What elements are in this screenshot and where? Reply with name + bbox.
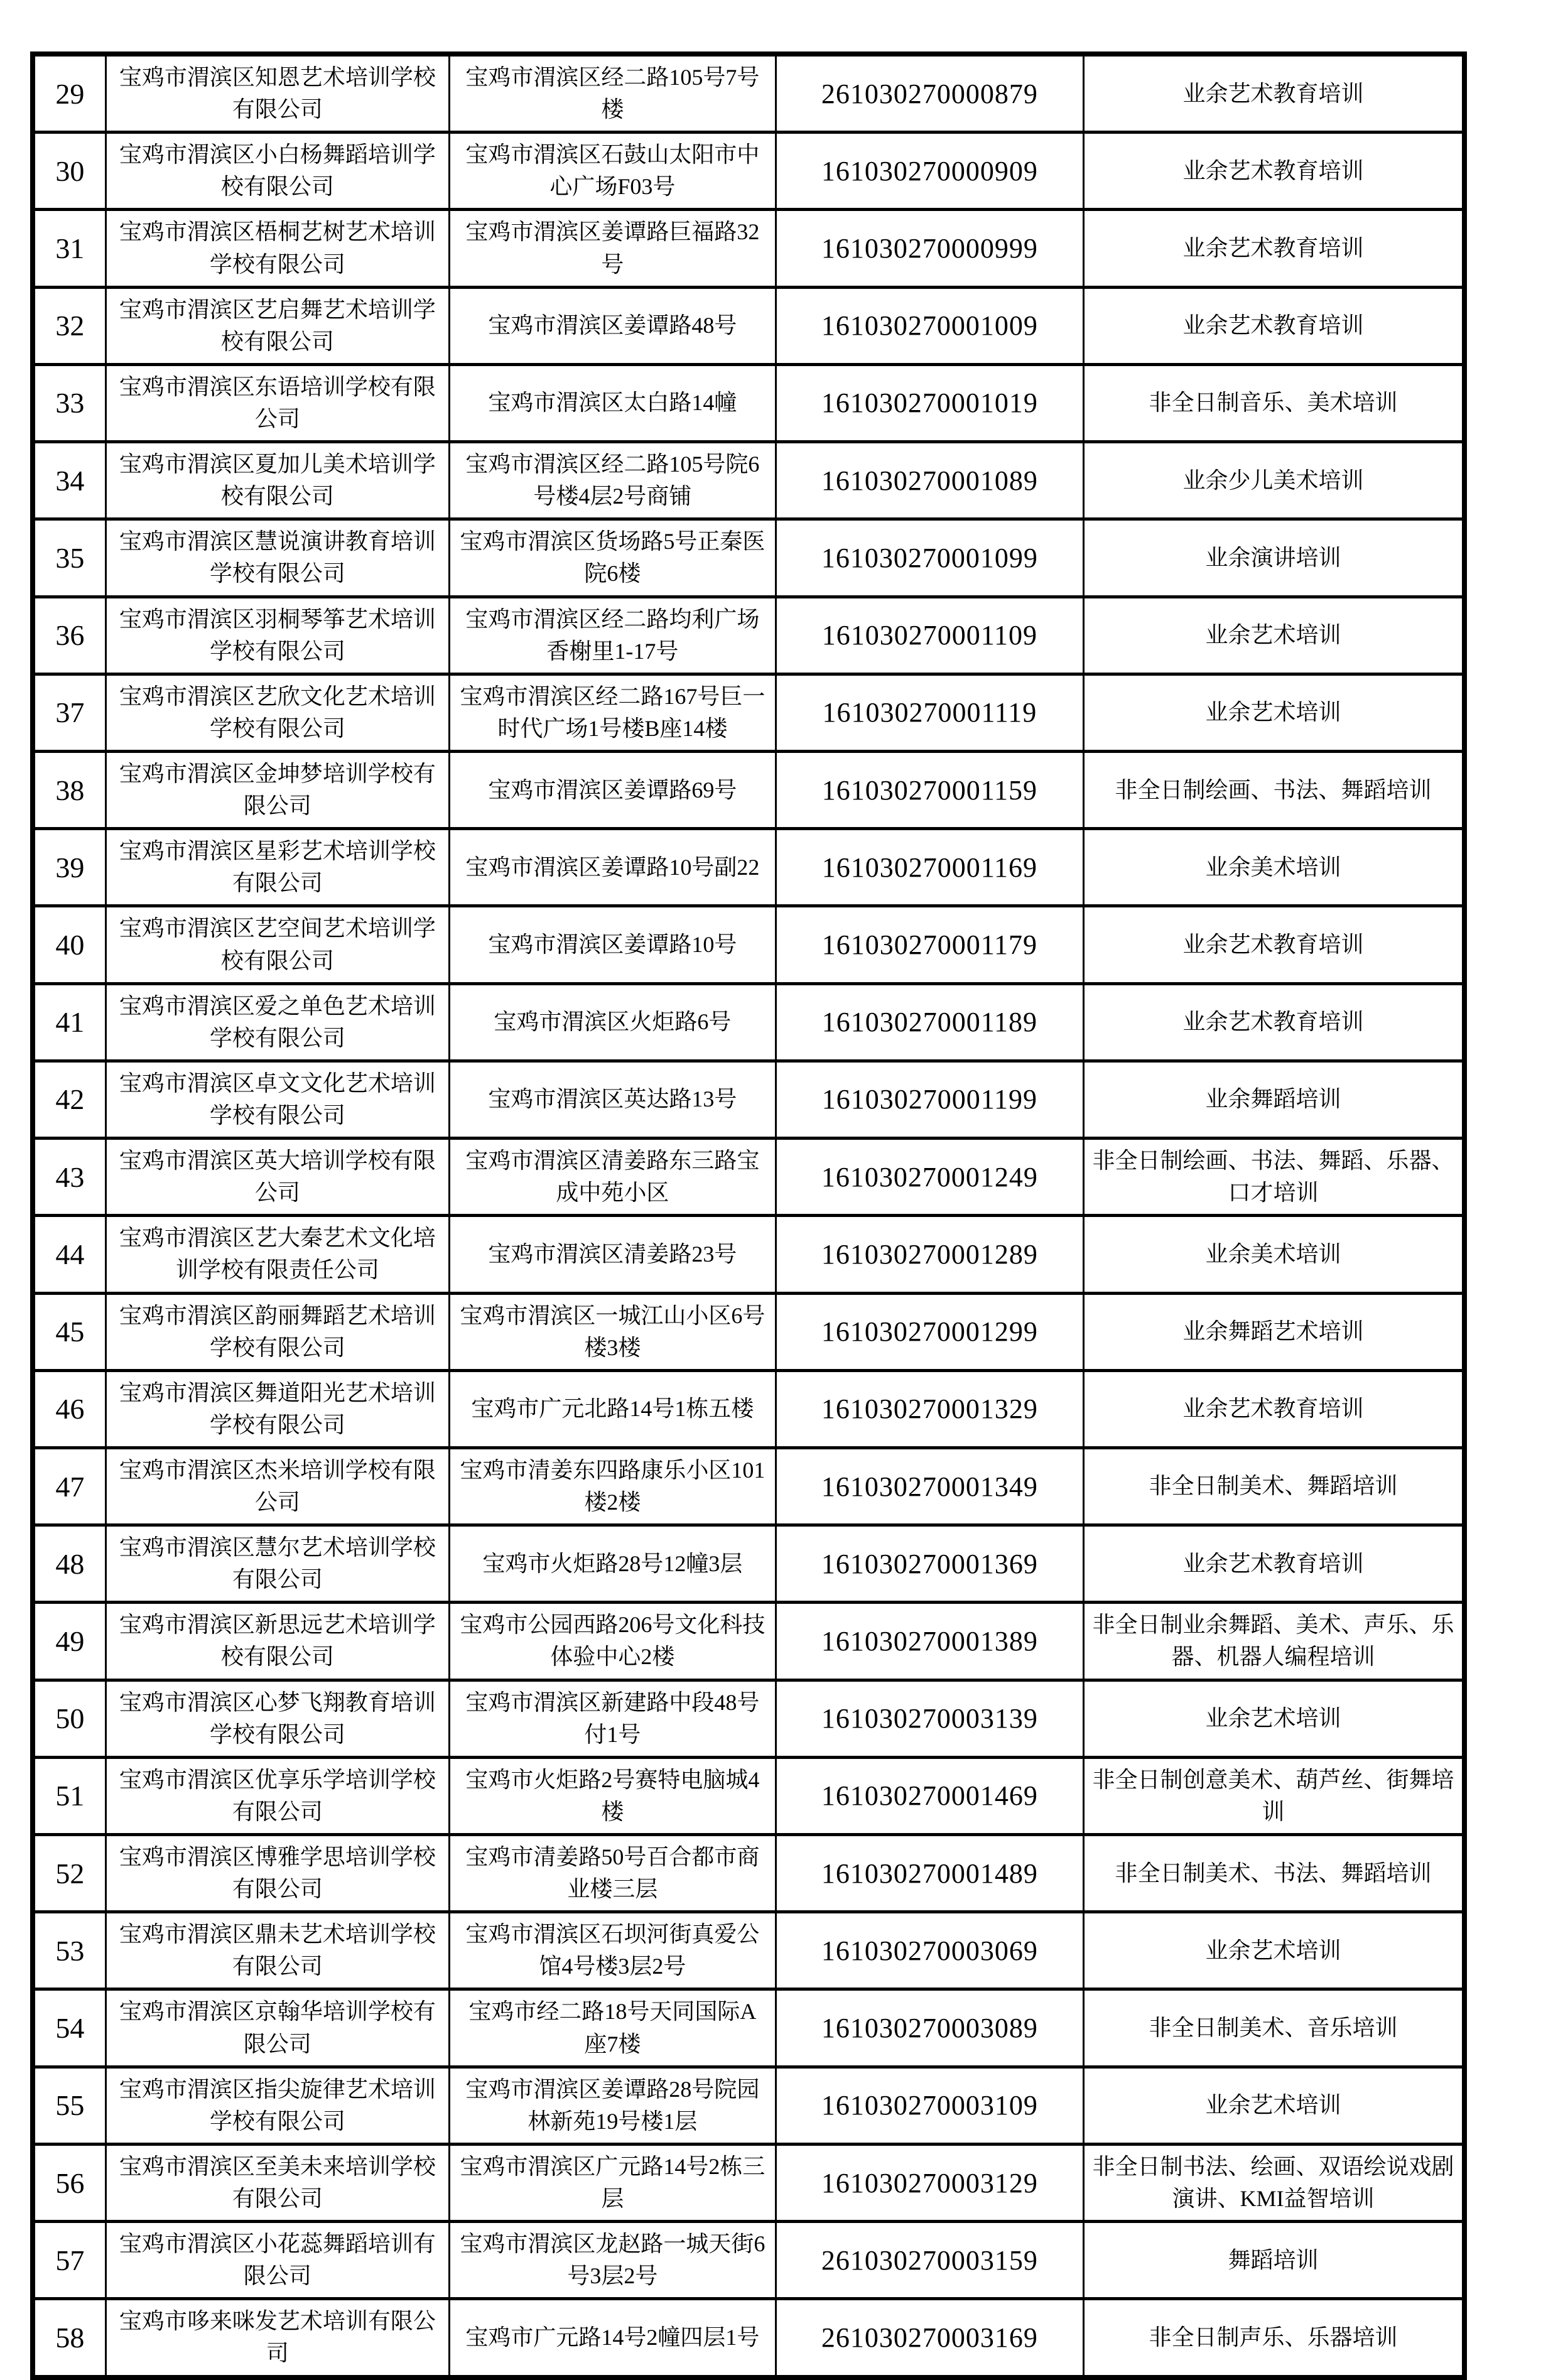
row-number-cell: 51 [33,1757,105,1834]
category-cell: 非全日制美术、书法、舞蹈培训 [1083,1835,1464,1912]
category-cell: 业余演讲培训 [1083,519,1464,597]
address-cell: 宝鸡市渭滨区经二路均利广场香榭里1-17号 [449,597,776,674]
license-number-cell: 161030270001329 [776,1370,1083,1447]
address-cell: 宝鸡市渭滨区英达路13号 [449,1061,776,1138]
license-number-cell: 161030270001109 [776,597,1083,674]
row-number-cell: 48 [33,1525,105,1603]
table-row [33,133,1464,210]
table-row [33,1525,1464,1603]
address-cell: 宝鸡市渭滨区姜谭路69号 [449,751,776,828]
school-name-cell: 宝鸡市渭滨区京翰华培训学校有限公司 [105,1989,449,2067]
license-number-cell: 161030270001389 [776,1603,1083,1680]
table-row [33,519,1464,597]
license-number-cell: 261030270003169 [776,2299,1083,2377]
row-number-cell: 42 [33,1061,105,1138]
address-cell: 宝鸡市渭滨区石坝河街真爱公馆4号楼3层2号 [449,1912,776,1989]
category-cell: 业余美术培训 [1083,829,1464,906]
row-number-cell: 36 [33,597,105,674]
license-number-cell: 161030270001369 [776,1525,1083,1603]
school-name-cell: 宝鸡市渭滨区新思远艺术培训学校有限公司 [105,1603,449,1680]
address-cell: 宝鸡市渭滨区经二路105号7号楼 [449,54,776,133]
school-name-cell: 宝鸡市渭滨区慧尔艺术培训学校有限公司 [105,1525,449,1603]
table-row [33,1447,1464,1525]
address-cell: 宝鸡市清姜路50号百合都市商业楼三层 [449,1835,776,1912]
address-cell: 宝鸡市火炬路28号12幢3层 [449,1525,776,1603]
category-cell: 业余艺术培训 [1083,2067,1464,2144]
school-name-cell: 宝鸡市渭滨区卓文文化艺术培训学校有限公司 [105,1061,449,1138]
school-name-cell: 宝鸡市渭滨区慧说演讲教育培训学校有限公司 [105,519,449,597]
school-name-cell: 宝鸡市渭滨区艺空间艺术培训学校有限公司 [105,906,449,983]
address-cell: 宝鸡市渭滨区姜谭路巨福路32号 [449,210,776,287]
address-cell: 宝鸡市渭滨区姜谭路10号 [449,906,776,983]
row-number-cell: 35 [33,519,105,597]
school-name-cell: 宝鸡市哆来咪发艺术培训有限公司 [105,2299,449,2377]
school-name-cell: 宝鸡市渭滨区心梦飞翔教育培训学校有限公司 [105,1680,449,1757]
table-row [33,1757,1464,1834]
row-number-cell: 37 [33,674,105,751]
license-number-cell: 161030270001489 [776,1835,1083,1912]
license-number-cell: 161030270001159 [776,751,1083,828]
category-cell: 非全日制业余舞蹈、美术、声乐、乐器、机器人编程培训 [1083,1603,1464,1680]
category-cell: 业余艺术教育培训 [1083,1525,1464,1603]
address-cell: 宝鸡市渭滨区经二路167号巨一时代广场1号楼B座14楼 [449,674,776,751]
table-row [33,364,1464,441]
category-cell: 非全日制声乐、乐器培训 [1083,2299,1464,2377]
row-number-cell: 53 [33,1912,105,1989]
category-cell: 业余艺术培训 [1083,674,1464,751]
table-row [33,829,1464,906]
school-name-cell: 宝鸡市渭滨区羽桐琴筝艺术培训学校有限公司 [105,597,449,674]
row-number-cell: 55 [33,2067,105,2144]
school-name-cell: 宝鸡市渭滨区韵丽舞蹈艺术培训学校有限公司 [105,1293,449,1370]
address-cell: 宝鸡市渭滨区清姜路东三路宝成中苑小区 [449,1139,776,1216]
row-number-cell: 50 [33,1680,105,1757]
category-cell: 非全日制美术、音乐培训 [1083,1989,1464,2067]
license-number-cell: 161030270003089 [776,1989,1083,2067]
category-cell: 业余艺术教育培训 [1083,210,1464,287]
school-name-cell: 宝鸡市渭滨区优享乐学培训学校有限公司 [105,1757,449,1834]
row-number-cell: 39 [33,829,105,906]
school-name-cell: 宝鸡市渭滨区博雅学思培训学校有限公司 [105,1835,449,1912]
table-row [33,1293,1464,1370]
address-cell: 宝鸡市渭滨区清姜路23号 [449,1216,776,1293]
category-cell: 业余艺术教育培训 [1083,133,1464,210]
address-cell: 宝鸡市渭滨区经二路105号院6号楼4层2号商铺 [449,442,776,519]
category-cell: 非全日制美术、舞蹈培训 [1083,1447,1464,1525]
address-cell: 宝鸡市经二路18号天同国际A座7楼 [449,1989,776,2067]
category-cell: 非全日制绘画、书法、舞蹈培训 [1083,751,1464,828]
table-row [33,1139,1464,1216]
address-cell: 宝鸡市渭滨区姜谭路28号院园林新苑19号楼1层 [449,2067,776,2144]
row-number-cell: 32 [33,287,105,364]
category-cell: 业余艺术培训 [1083,1912,1464,1989]
school-name-cell: 宝鸡市渭滨区指尖旋律艺术培训学校有限公司 [105,2067,449,2144]
category-cell: 舞蹈培训 [1083,2222,1464,2299]
table-row [33,906,1464,983]
table-row [33,1216,1464,1293]
row-number-cell: 52 [33,1835,105,1912]
category-cell: 非全日制书法、绘画、双语绘说戏剧演讲、KMI益智培训 [1083,2144,1464,2221]
address-cell: 宝鸡市火炬路2号赛特电脑城4楼 [449,1757,776,1834]
address-cell: 宝鸡市渭滨区广元路14号2栋三层 [449,2144,776,2221]
school-license-table [30,51,1467,2380]
school-name-cell: 宝鸡市渭滨区东语培训学校有限公司 [105,364,449,441]
category-cell: 业余艺术培训 [1083,1680,1464,1757]
category-cell: 业余美术培训 [1083,1216,1464,1293]
license-number-cell: 161030270001089 [776,442,1083,519]
category-cell: 业余艺术教育培训 [1083,54,1464,133]
license-number-cell: 161030270001299 [776,1293,1083,1370]
row-number-cell: 45 [33,1293,105,1370]
table-row [33,2222,1464,2299]
license-number-cell: 161030270001349 [776,1447,1083,1525]
school-name-cell: 宝鸡市渭滨区鼎未艺术培训学校有限公司 [105,1912,449,1989]
row-number-cell: 58 [33,2299,105,2377]
category-cell: 业余艺术教育培训 [1083,906,1464,983]
table-row [33,983,1464,1061]
table-row [33,1835,1464,1912]
category-cell: 非全日制音乐、美术培训 [1083,364,1464,441]
address-cell: 宝鸡市渭滨区火炬路6号 [449,983,776,1061]
row-number-cell: 43 [33,1139,105,1216]
table-row [33,210,1464,287]
category-cell: 业余艺术教育培训 [1083,1370,1464,1447]
table-row [33,2067,1464,2144]
license-number-cell: 161030270001119 [776,674,1083,751]
school-name-cell: 宝鸡市渭滨区小白杨舞蹈培训学校有限公司 [105,133,449,210]
row-number-cell: 33 [33,364,105,441]
license-number-cell: 161030270001189 [776,983,1083,1061]
address-cell: 宝鸡市渭滨区龙赵路一城天街6号3层2号 [449,2222,776,2299]
address-cell: 宝鸡市渭滨区姜谭路48号 [449,287,776,364]
row-number-cell: 40 [33,906,105,983]
row-number-cell: 31 [33,210,105,287]
license-number-cell: 161030270001009 [776,287,1083,364]
table-row [33,674,1464,751]
license-number-cell: 161030270001199 [776,1061,1083,1138]
table-row [33,54,1464,133]
license-number-cell: 161030270003139 [776,1680,1083,1757]
table-row [33,2144,1464,2221]
address-cell: 宝鸡市渭滨区货场路5号正秦医院6楼 [449,519,776,597]
address-cell: 宝鸡市渭滨区新建路中段48号付1号 [449,1680,776,1757]
document-page [30,51,1467,2380]
row-number-cell: 49 [33,1603,105,1680]
license-number-cell: 161030270001249 [776,1139,1083,1216]
table-row [33,287,1464,364]
address-cell: 宝鸡市广元路14号2幢四层1号 [449,2299,776,2377]
table-body [33,54,1464,2377]
table-row [33,2299,1464,2377]
row-number-cell: 47 [33,1447,105,1525]
school-name-cell: 宝鸡市渭滨区杰米培训学校有限公司 [105,1447,449,1525]
category-cell: 非全日制创意美术、葫芦丝、街舞培训 [1083,1757,1464,1834]
license-number-cell: 161030270000909 [776,133,1083,210]
table-row [33,442,1464,519]
row-number-cell: 44 [33,1216,105,1293]
table-row [33,1370,1464,1447]
category-cell: 业余少儿美术培训 [1083,442,1464,519]
school-name-cell: 宝鸡市渭滨区夏加儿美术培训学校有限公司 [105,442,449,519]
table-row [33,1061,1464,1138]
table-row [33,1603,1464,1680]
school-name-cell: 宝鸡市渭滨区舞道阳光艺术培训学校有限公司 [105,1370,449,1447]
license-number-cell: 161030270001289 [776,1216,1083,1293]
category-cell: 业余艺术培训 [1083,597,1464,674]
address-cell: 宝鸡市公园西路206号文化科技体验中心2楼 [449,1603,776,1680]
address-cell: 宝鸡市渭滨区一城江山小区6号楼3楼 [449,1293,776,1370]
table-row [33,1680,1464,1757]
school-name-cell: 宝鸡市渭滨区小花蕊舞蹈培训有限公司 [105,2222,449,2299]
category-cell: 业余艺术教育培训 [1083,287,1464,364]
row-number-cell: 46 [33,1370,105,1447]
category-cell: 业余舞蹈培训 [1083,1061,1464,1138]
school-name-cell: 宝鸡市渭滨区知恩艺术培训学校有限公司 [105,54,449,133]
school-name-cell: 宝鸡市渭滨区爱之单色艺术培训学校有限公司 [105,983,449,1061]
license-number-cell: 161030270003069 [776,1912,1083,1989]
school-name-cell: 宝鸡市渭滨区梧桐艺树艺术培训学校有限公司 [105,210,449,287]
license-number-cell: 161030270001169 [776,829,1083,906]
license-number-cell: 261030270003159 [776,2222,1083,2299]
row-number-cell: 29 [33,54,105,133]
row-number-cell: 34 [33,442,105,519]
row-number-cell: 57 [33,2222,105,2299]
license-number-cell: 161030270003129 [776,2144,1083,2221]
school-name-cell: 宝鸡市渭滨区星彩艺术培训学校有限公司 [105,829,449,906]
table-row [33,751,1464,828]
school-name-cell: 宝鸡市渭滨区金坤梦培训学校有限公司 [105,751,449,828]
school-name-cell: 宝鸡市渭滨区至美未来培训学校有限公司 [105,2144,449,2221]
category-cell: 业余艺术教育培训 [1083,983,1464,1061]
license-number-cell: 161030270001099 [776,519,1083,597]
table-row [33,1989,1464,2067]
address-cell: 宝鸡市渭滨区太白路14幢 [449,364,776,441]
license-number-cell: 161030270001179 [776,906,1083,983]
license-number-cell: 161030270001469 [776,1757,1083,1834]
table-row [33,597,1464,674]
school-name-cell: 宝鸡市渭滨区英大培训学校有限公司 [105,1139,449,1216]
school-name-cell: 宝鸡市渭滨区艺大秦艺术文化培训学校有限责任公司 [105,1216,449,1293]
row-number-cell: 56 [33,2144,105,2221]
license-number-cell: 261030270000879 [776,54,1083,133]
address-cell: 宝鸡市广元北路14号1栋五楼 [449,1370,776,1447]
school-name-cell: 宝鸡市渭滨区艺欣文化艺术培训学校有限公司 [105,674,449,751]
row-number-cell: 30 [33,133,105,210]
row-number-cell: 38 [33,751,105,828]
row-number-cell: 54 [33,1989,105,2067]
table-row [33,1912,1464,1989]
school-name-cell: 宝鸡市渭滨区艺启舞艺术培训学校有限公司 [105,287,449,364]
address-cell: 宝鸡市渭滨区姜谭路10号副22 [449,829,776,906]
license-number-cell: 161030270001019 [776,364,1083,441]
address-cell: 宝鸡市渭滨区石鼓山太阳市中心广场F03号 [449,133,776,210]
license-number-cell: 161030270003109 [776,2067,1083,2144]
license-number-cell: 161030270000999 [776,210,1083,287]
category-cell: 业余舞蹈艺术培训 [1083,1293,1464,1370]
row-number-cell: 41 [33,983,105,1061]
category-cell: 非全日制绘画、书法、舞蹈、乐器、口才培训 [1083,1139,1464,1216]
address-cell: 宝鸡市清姜东四路康乐小区101楼2楼 [449,1447,776,1525]
